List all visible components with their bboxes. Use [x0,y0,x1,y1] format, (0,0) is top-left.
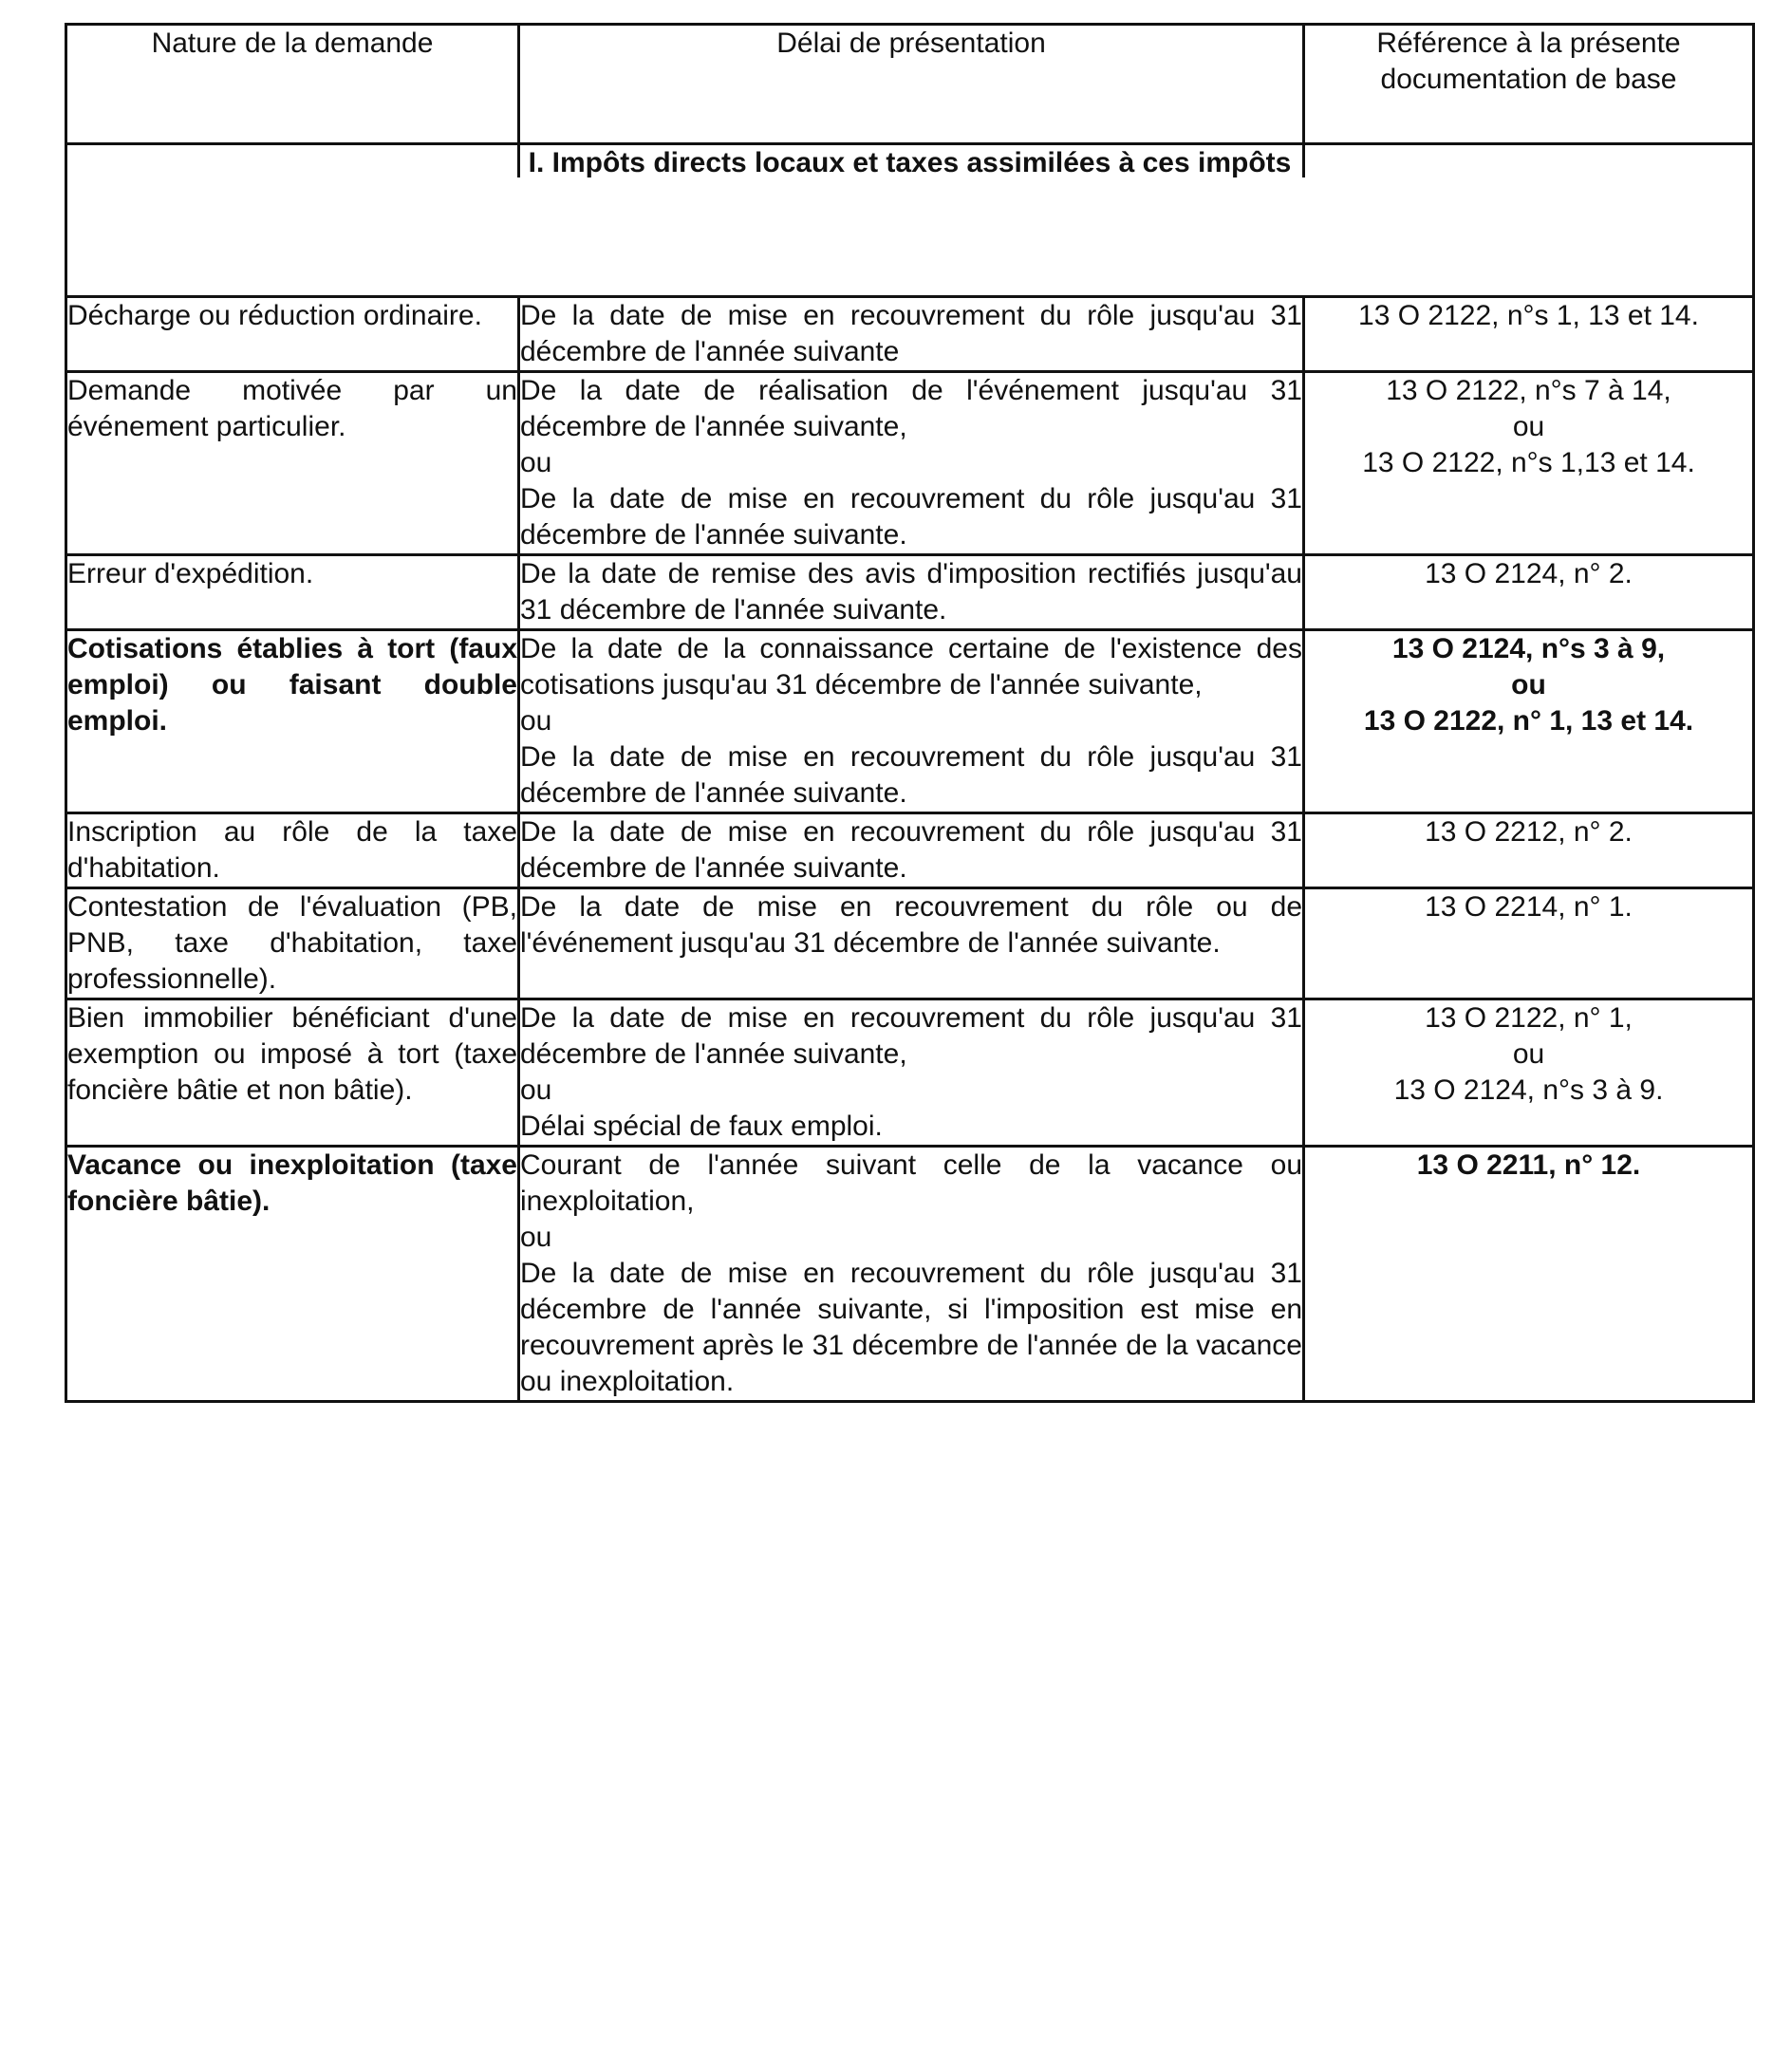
cell-nature: Demande motivée par un événement particulier. [66,372,519,555]
table-row [66,297,1754,372]
delai-paragraph: Délai spécial de faux emploi. [520,1111,883,1142]
delai-paragraph: Courant de l'année suivant celle de la vacance ou inexploitation, [520,1149,1302,1217]
delai-paragraph: De la date de mise en recouvrement du rôle jusqu'au 31 décembre de l'année suivante. [520,816,1302,884]
reference-line: 13 O 2122, n°s 1, 13 et 14. [1358,300,1699,331]
reference-line: 13 O 2122, n° 1, [1425,1002,1633,1034]
table-row [66,630,1754,813]
table-row [66,888,1754,999]
delai-paragraph: De la date de mise en recouvrement du rôle jusqu'au 31 décembre de l'année suivante. [520,483,1302,551]
cell-reference [1304,888,1754,999]
section-title: I. Impôts directs locaux et taxes assimilées à ces impôts [528,147,1292,178]
delai-paragraph: De la date de la connaissance certaine de l'existence des cotisations jusqu'au 31 décembre de l'année suivante, [520,633,1302,700]
reference-line: ou [1512,411,1545,442]
cell-delai [519,1147,1304,1402]
cell-reference [1304,1147,1754,1402]
cell-reference [1304,555,1754,630]
table-row [66,1147,1754,1402]
column-divider-tick [517,145,520,177]
delai-paragraph: De la date de mise en recouvrement du rôle jusqu'au 31 décembre de l'année suivante, [520,1002,1302,1070]
cell-reference [1304,813,1754,888]
reference-line: 13 O 2211, n° 12. [1416,1149,1641,1181]
cell-nature: Décharge ou réduction ordinaire. [66,297,519,372]
header-delai: Délai de présentation [519,25,1304,144]
delai-paragraph: De la date de mise en recouvrement du rôle jusqu'au 31 décembre de l'année suivante, si l'imposition est mise en recouvrement après le 31 décembre de l'année de la vacance ou inexploitation. [520,1258,1302,1397]
delai-paragraph: De la date de mise en recouvrement du rôle jusqu'au 31 décembre de l'année suivante [520,300,1302,367]
cell-nature: Erreur d'expédition. [66,555,519,630]
cell-delai [519,372,1304,555]
table-header-row [66,25,1754,144]
reference-line: 13 O 2122, n° 1, 13 et 14. [1363,705,1694,737]
header-reference-line2: documentation de base [1380,64,1677,95]
delai-paragraph: De la date de remise des avis d'imposition rectifiés jusqu'au 31 décembre de l'année suivante. [520,558,1302,626]
section-cell [66,144,1754,297]
cell-delai [519,999,1304,1147]
reference-line: 13 O 2214, n° 1. [1425,891,1633,923]
table-row [66,555,1754,630]
cell-reference [1304,630,1754,813]
delai-paragraph: ou [520,1222,552,1253]
delai-paragraph: De la date de mise en recouvrement du rôle ou de l'événement jusqu'au 31 décembre de l'année suivante. [520,891,1302,959]
cell-delai [519,888,1304,999]
cell-delai [519,297,1304,372]
column-divider-tick [1302,145,1305,177]
table-row [66,372,1754,555]
delai-paragraph: De la date de réalisation de l'événement jusqu'au 31 décembre de l'année suivante, [520,375,1302,442]
reference-line: 13 O 2124, n° 2. [1425,558,1633,589]
table-row [66,999,1754,1147]
reference-line: 13 O 2124, n°s 3 à 9. [1393,1074,1664,1106]
cell-reference [1304,372,1754,555]
delai-paragraph: ou [520,1074,552,1106]
reference-line: ou [1511,669,1546,700]
cell-nature: Cotisations établies à tort (faux emploi) ou faisant double emploi. [66,630,519,813]
cell-reference [1304,999,1754,1147]
table-row [66,813,1754,888]
cell-nature: Vacance ou inexploitation (taxe foncière bâtie). [66,1147,519,1402]
header-reference-line1: Référence à la présente [1376,28,1681,59]
cell-delai [519,630,1304,813]
cell-nature: Contestation de l'évaluation (PB, PNB, taxe d'habitation, taxe professionnelle). [66,888,519,999]
reference-line: 13 O 2122, n°s 7 à 14, [1386,375,1671,406]
header-nature: Nature de la demande [66,25,519,144]
delai-paragraph: ou [520,447,552,478]
section-row [66,144,1754,297]
cell-delai [519,813,1304,888]
reference-line: 13 O 2122, n°s 1,13 et 14. [1362,447,1695,478]
reference-line: 13 O 2124, n°s 3 à 9, [1391,633,1666,664]
delai-paragraph: ou [520,705,552,737]
cell-nature: Bien immobilier bénéficiant d'une exemption ou imposé à tort (taxe foncière bâtie et non bâtie). [66,999,519,1147]
reference-line: 13 O 2212, n° 2. [1425,816,1633,848]
header-reference [1304,25,1754,144]
reference-line: ou [1512,1038,1545,1070]
cell-nature: Inscription au rôle de la taxe d'habitation. [66,813,519,888]
cell-delai [519,555,1304,630]
cell-reference [1304,297,1754,372]
delay-table [65,23,1755,1403]
delai-paragraph: De la date de mise en recouvrement du rôle jusqu'au 31 décembre de l'année suivante. [520,741,1302,809]
